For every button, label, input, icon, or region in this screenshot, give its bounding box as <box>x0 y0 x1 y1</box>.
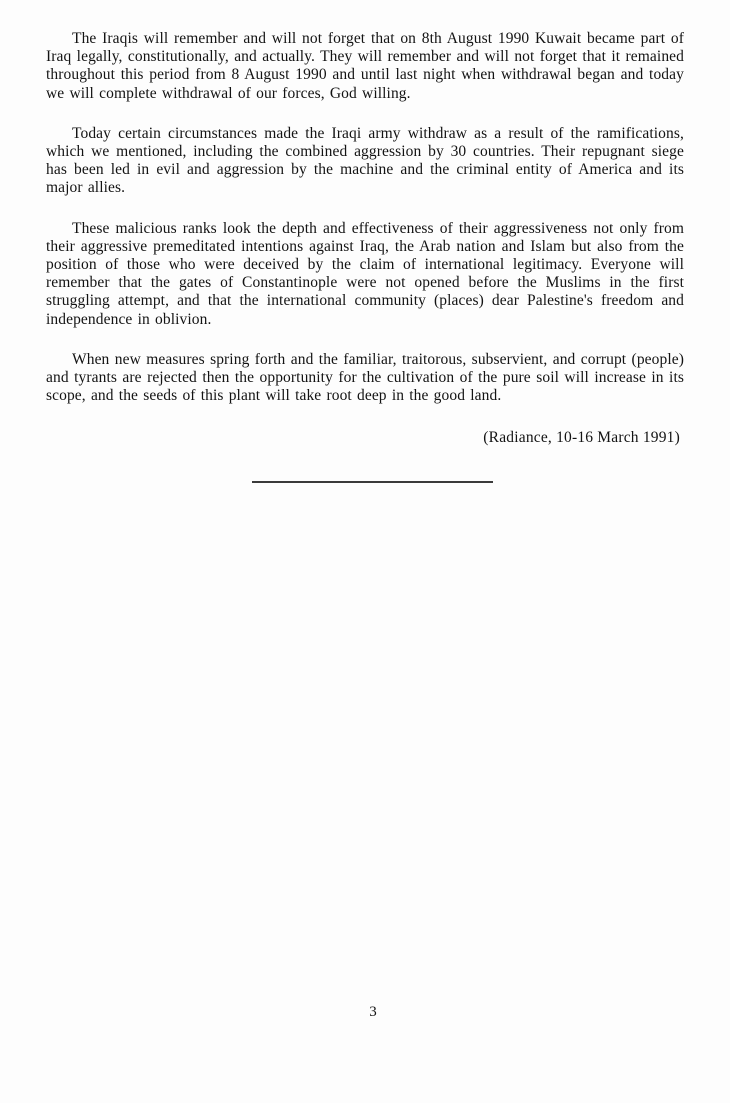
document-body <box>46 30 684 427</box>
paragraph-4: When new measures spring forth and the familiar, traitorous, subservient, and corrupt (people) and tyrants are rejected then the opportunity for the cultivation of the pure soil will increase in its scope, and the seeds of this plant will take root deep in the good land. <box>46 350 684 405</box>
paragraph-2: Today certain circumstances made the Iraqi army withdraw as a result of the ramifications, which we mentioned, including the combined aggression by 30 countries. Their repugnant siege has been led in evil and aggression by the machine and the criminal entity of America and its major allies. <box>46 124 684 197</box>
page-number: 3 <box>369 1004 377 1020</box>
source-citation: (Radiance, 10-16 March 1991) <box>483 429 680 446</box>
footnote-divider <box>252 481 493 483</box>
paragraph-1: The Iraqis will remember and will not forget that on 8th August 1990 Kuwait became part of Iraq legally, constitutionally, and actually. They will remember and will not forget that it remained throughout this period from 8 August 1990 and until last night when withdrawal began and today we will complete withdrawal of our forces, God willing. <box>46 30 684 102</box>
paragraph-3: These malicious ranks look the depth and effectiveness of their aggressiveness not only from their aggressive premeditated intentions against Iraq, the Arab nation and Islam but also from the position of those who were deceived by the claim of international legitimacy. Everyone will remember that the gates of Constantinople were not opened before the Muslims in the first struggling attempt, and that the international community (places) dear Palestine's freedom and independence in oblivion. <box>46 219 684 328</box>
